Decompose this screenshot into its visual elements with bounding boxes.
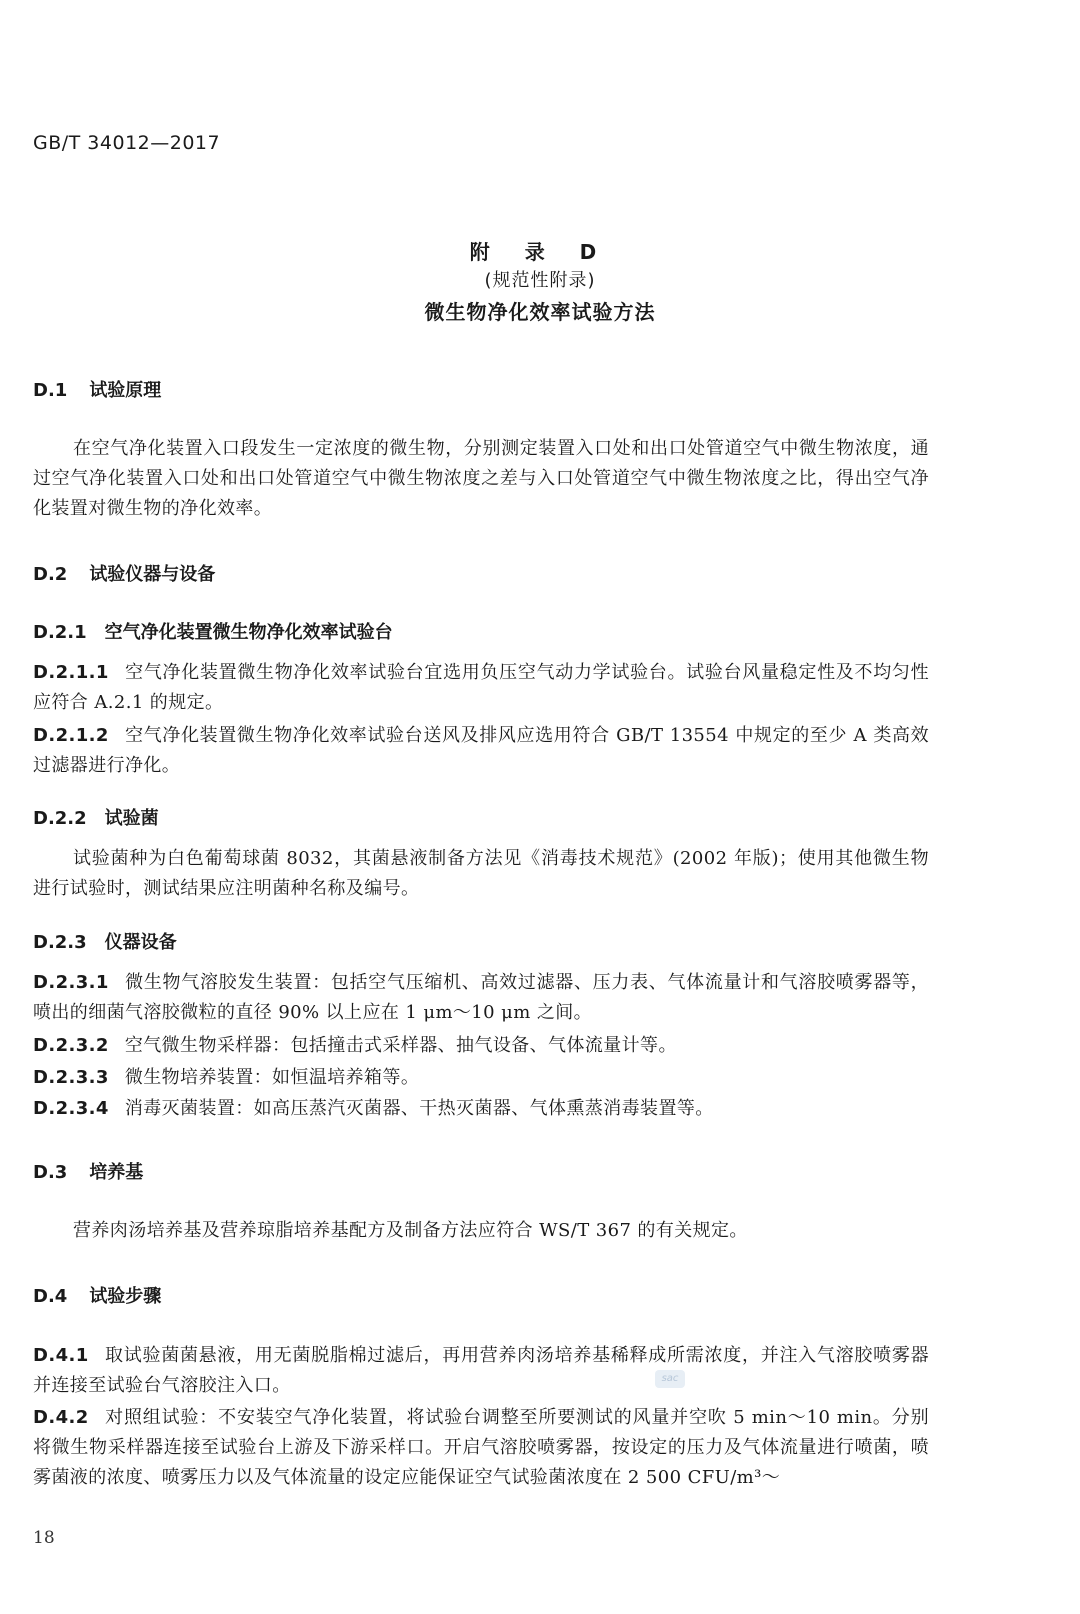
appendix-title: 附 录 D <box>469 240 611 264</box>
clause-d211 <box>33 658 929 718</box>
appendix-name: 微生物净化效率试验方法 <box>424 300 656 324</box>
clause-text: 微生物气溶胶发生装置：包括空气压缩机、高效过滤器、压力表、气体流量计和气溶胶喷雾器等，喷出的细菌气溶胶微粒的直径 90% 以上应在 1 μm～10 μm 之间。 <box>33 972 929 1023</box>
clause-number: D.2.3.4 <box>33 1098 109 1119</box>
section-title: 空气净化装置微生物净化效率试验台 <box>104 622 393 643</box>
page-number: 18 <box>33 1528 55 1548</box>
clause-d42 <box>33 1403 929 1493</box>
clause-number: D.2.3.3 <box>33 1067 109 1088</box>
section-heading-d23 <box>33 928 177 954</box>
section-title: 试验步骤 <box>89 1286 162 1307</box>
paragraph-d3: 营养肉汤培养基及营养琼脂培养基配方及制备方法应符合 WS/T 367 的有关规定。 <box>73 1220 748 1241</box>
clause-d212 <box>33 721 929 781</box>
clause-text: 微生物培养装置：如恒温培养箱等。 <box>124 1067 420 1088</box>
clause-d234 <box>33 1094 929 1124</box>
paragraph-d1: 在空气净化装置入口段发生一定浓度的微生物，分别测定装置入口处和出口处管道空气中微生物浓度，通过空气净化装置入口处和出口处管道空气中微生物浓度之差与入口处管道空气中微生物浓度之比，得出空气净化装置对微生物的净化效率。 <box>33 438 929 519</box>
section-heading-d22 <box>33 804 159 830</box>
section-number: D.1 <box>33 380 68 401</box>
section-title: 试验菌 <box>104 808 159 829</box>
section-title: 试验仪器与设备 <box>89 564 216 585</box>
clause-text: 空气微生物采样器：包括撞击式采样器、抽气设备、气体流量计等。 <box>124 1035 677 1056</box>
clause-text: 消毒灭菌装置：如高压蒸汽灭菌器、干热灭菌器、气体熏蒸消毒装置等。 <box>124 1098 714 1119</box>
section-heading-d4 <box>33 1282 161 1308</box>
clause-d232 <box>33 1031 929 1061</box>
section-title: 试验原理 <box>89 380 162 401</box>
clause-text: 对照组试验：不安装空气净化装置，将试验台调整至所要测试的风量并空吹 5 min～10 min。分别将微生物采样器连接至试验台上游及下游采样口。开启气溶胶喷雾器，按设定的压力及气体流量进行喷菌，喷雾菌液的浓度、喷雾压力以及气体流量的设定应能保证空气试验菌浓度在 2 500 CFU/m³～ <box>33 1407 929 1488</box>
section-number: D.2.2 <box>33 808 87 829</box>
clause-text: 空气净化装置微生物净化效率试验台送风及排风应选用符合 GB/T 13554 中规定的至少 A 类高效过滤器进行净化。 <box>33 725 929 776</box>
clause-d231 <box>33 968 929 1028</box>
clause-number: D.2.3.2 <box>33 1035 109 1056</box>
paragraph-d22: 试验菌种为白色葡萄球菌 8032，其菌悬液制备方法见《消毒技术规范》(2002 年版)；使用其他微生物进行试验时，测试结果应注明菌种名称及编号。 <box>33 848 929 899</box>
section-title: 仪器设备 <box>104 932 177 953</box>
section-heading-d21 <box>33 618 393 644</box>
clause-number: D.2.1.2 <box>33 725 109 746</box>
section-heading-d3 <box>33 1158 143 1184</box>
clause-number: D.4.2 <box>33 1407 89 1428</box>
section-number: D.3 <box>33 1162 68 1183</box>
clause-text: 取试验菌菌悬液，用无菌脱脂棉过滤后，再用营养肉汤培养基稀释成所需浓度，并注入气溶胶喷雾器并连接至试验台气溶胶注入口。 <box>33 1345 929 1396</box>
clause-d233 <box>33 1063 929 1093</box>
section-number: D.2.1 <box>33 622 87 643</box>
appendix-type: (规范性附录) <box>484 270 596 291</box>
clause-number: D.2.1.1 <box>33 662 109 683</box>
section-title: 培养基 <box>89 1162 144 1183</box>
section-heading-d1 <box>33 376 161 402</box>
section-number: D.4 <box>33 1286 68 1307</box>
publisher-watermark: sac <box>655 1370 685 1388</box>
clause-text: 空气净化装置微生物净化效率试验台宜选用负压空气动力学试验台。试验台风量稳定性及不均匀性应符合 A.2.1 的规定。 <box>33 662 929 713</box>
section-heading-d2 <box>33 560 215 586</box>
clause-number: D.2.3.1 <box>33 972 109 993</box>
standard-code: GB/T 34012—2017 <box>33 132 221 154</box>
clause-number: D.4.1 <box>33 1345 89 1366</box>
section-number: D.2.3 <box>33 932 87 953</box>
section-number: D.2 <box>33 564 68 585</box>
clause-d41 <box>33 1341 929 1401</box>
